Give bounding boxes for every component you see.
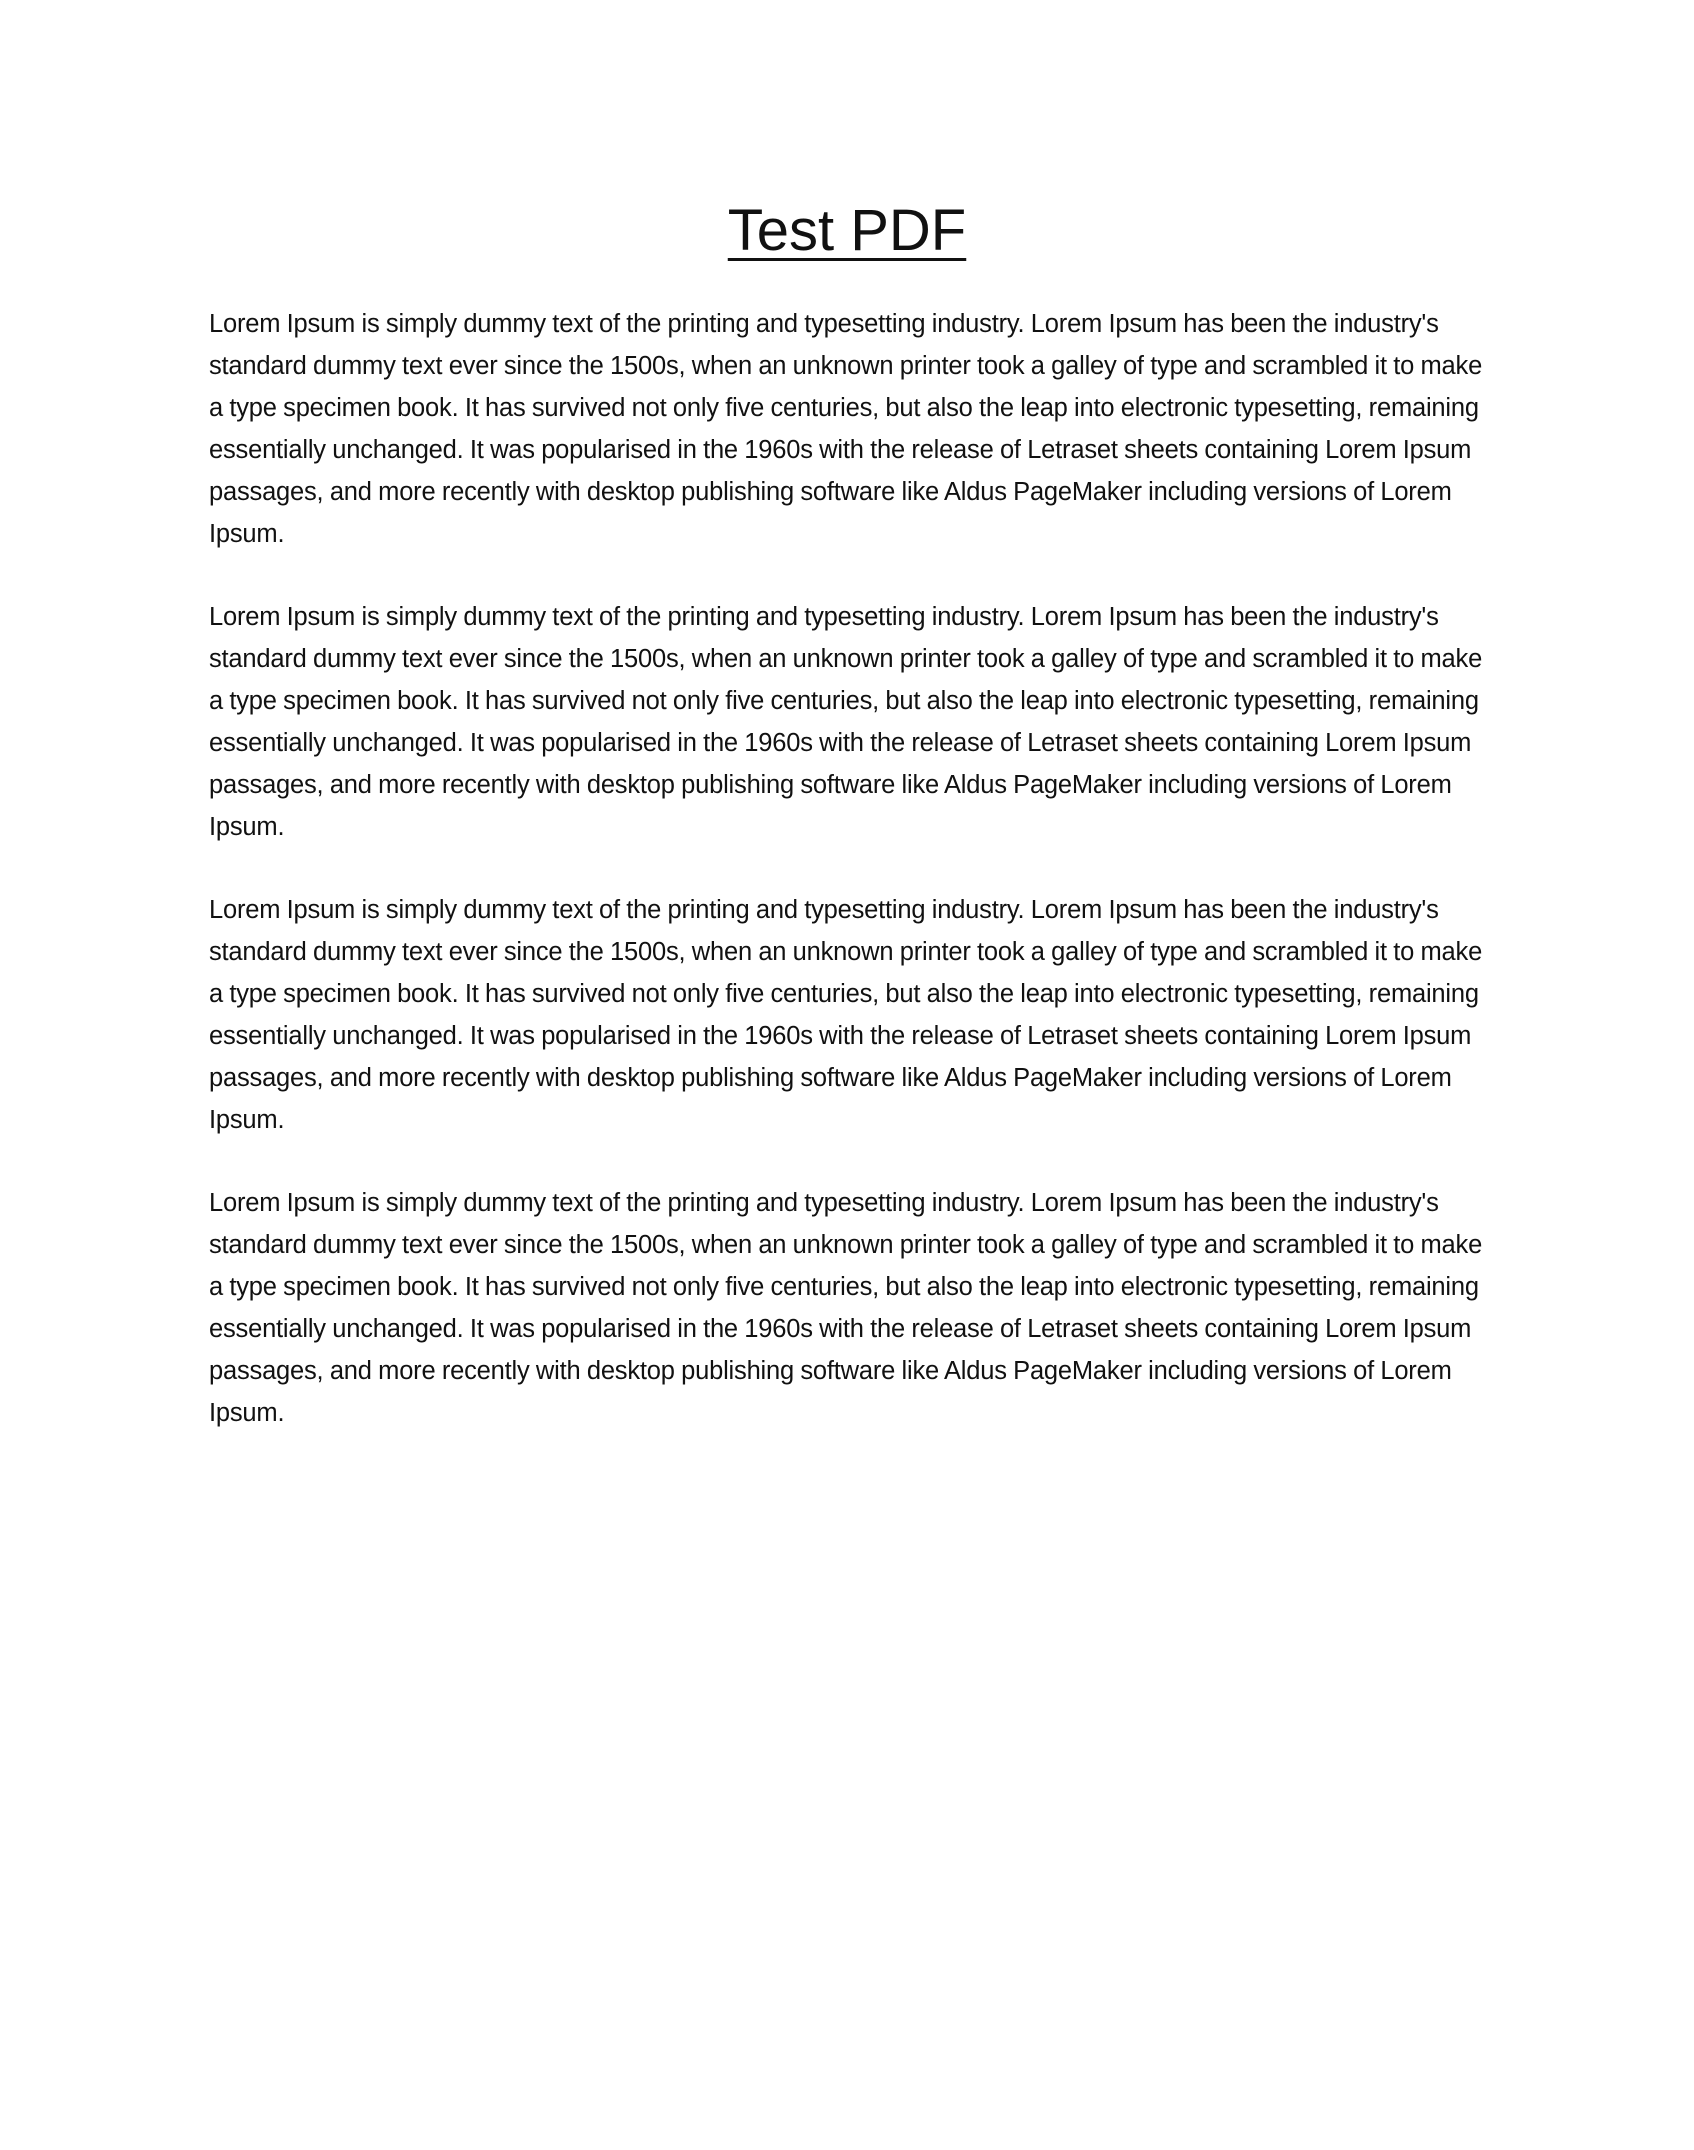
page-title: Test PDF [727,198,967,263]
body-paragraph-1: Lorem Ipsum is simply dummy text of the printing and typesetting industry. Lorem Ipsum has been the industry's standard dummy text ever since the 1500s, when an unknown printer took a galley of type and scrambled it to make a type specimen book. It has survived not only five centuries, but also the leap into electronic typesetting, remaining essentially unchanged. It was popularised in the 1960s with the release of Letraset sheets containing Lorem Ipsum passages, and more recently with desktop publishing software like Aldus PageMaker including versions of Lorem Ipsum. [209,310,1483,548]
body-paragraph-2: Lorem Ipsum is simply dummy text of the printing and typesetting industry. Lorem Ipsum has been the industry's standard dummy text ever since the 1500s, when an unknown printer took a galley of type and scrambled it to make a type specimen book. It has survived not only five centuries, but also the leap into electronic typesetting, remaining essentially unchanged. It was popularised in the 1960s with the release of Letraset sheets containing Lorem Ipsum passages, and more recently with desktop publishing software like Aldus PageMaker including versions of Lorem Ipsum. [209,603,1483,841]
body-paragraph-3: Lorem Ipsum is simply dummy text of the printing and typesetting industry. Lorem Ipsum has been the industry's standard dummy text ever since the 1500s, when an unknown printer took a galley of type and scrambled it to make a type specimen book. It has survived not only five centuries, but also the leap into electronic typesetting, remaining essentially unchanged. It was popularised in the 1960s with the release of Letraset sheets containing Lorem Ipsum passages, and more recently with desktop publishing software like Aldus PageMaker including versions of Lorem Ipsum. [209,896,1483,1134]
document-body [209,303,1499,1475]
body-paragraph-4: Lorem Ipsum is simply dummy text of the printing and typesetting industry. Lorem Ipsum has been the industry's standard dummy text ever since the 1500s, when an unknown printer took a galley of type and scrambled it to make a type specimen book. It has survived not only five centuries, but also the leap into electronic typesetting, remaining essentially unchanged. It was popularised in the 1960s with the release of Letraset sheets containing Lorem Ipsum passages, and more recently with desktop publishing software like Aldus PageMaker including versions of Lorem Ipsum. [209,1189,1483,1427]
